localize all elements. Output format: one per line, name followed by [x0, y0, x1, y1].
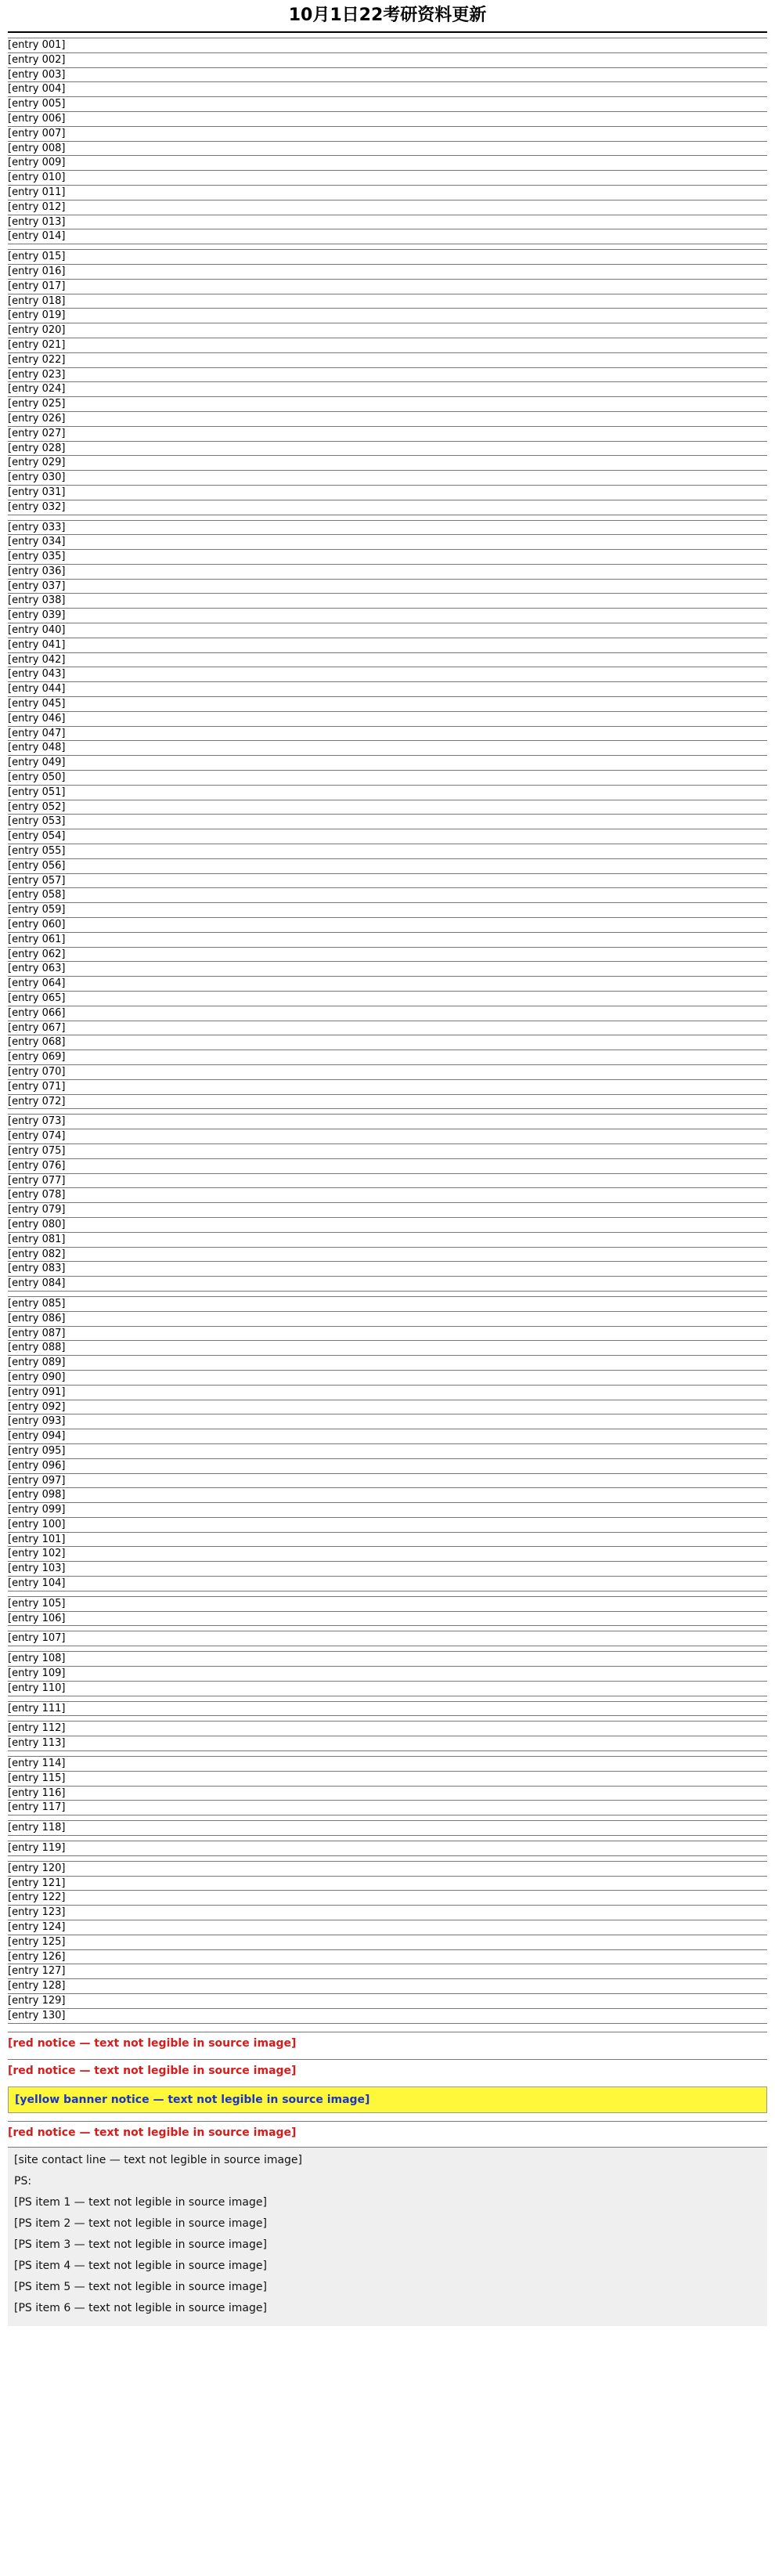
list-item: [entry 100] [8, 1518, 767, 1533]
list-item: [entry 122] [8, 1891, 767, 1906]
list-item: [entry 103] [8, 1562, 767, 1577]
list-item: [entry 050] [8, 771, 767, 786]
list-item: [entry 064] [8, 977, 767, 992]
list-item: [entry 110] [8, 1682, 767, 1696]
list-item: [entry 118] [8, 1821, 767, 1836]
list-item: [entry 014] [8, 229, 767, 244]
list-item: [entry 108] [8, 1652, 767, 1667]
list-item: [entry 061] [8, 933, 767, 948]
list-item: [entry 009] [8, 156, 767, 171]
list-item: [entry 075] [8, 1144, 767, 1159]
list-item: [entry 055] [8, 844, 767, 859]
listing-group [8, 1651, 767, 1696]
list-item: [entry 007] [8, 127, 767, 142]
listing-group [8, 1596, 767, 1627]
list-item: [entry 030] [8, 471, 767, 486]
list-item: [entry 035] [8, 550, 767, 565]
list-item: [entry 127] [8, 1964, 767, 1979]
list-item: [entry 112] [8, 1722, 767, 1736]
list-item: [entry 012] [8, 201, 767, 215]
notice-red-1: [red notice — text not legible in source image] [8, 2032, 767, 2051]
list-item: [entry 033] [8, 521, 767, 536]
resource-listing [8, 38, 767, 2024]
listing-group [8, 1701, 767, 1717]
list-item: [entry 044] [8, 682, 767, 697]
list-item: [entry 091] [8, 1386, 767, 1400]
list-item: [entry 040] [8, 623, 767, 638]
list-item: [entry 107] [8, 1631, 767, 1646]
list-item: [entry 090] [8, 1371, 767, 1386]
list-item: [entry 121] [8, 1877, 767, 1891]
list-item: [entry 008] [8, 142, 767, 157]
list-item: [entry 084] [8, 1277, 767, 1292]
list-item: [entry 023] [8, 368, 767, 383]
listing-group [8, 38, 767, 244]
list-item: [entry 005] [8, 97, 767, 112]
list-item: [entry 013] [8, 215, 767, 230]
list-item: [entry 017] [8, 280, 767, 294]
list-item: [entry 086] [8, 1312, 767, 1327]
list-item: [entry 109] [8, 1667, 767, 1682]
list-item: [entry 063] [8, 962, 767, 977]
list-item: [entry 038] [8, 594, 767, 609]
list-item: [entry 070] [8, 1065, 767, 1080]
ps-item-3: [PS item 3 — text not legible in source image] [14, 2238, 267, 2251]
ps-item-5: [PS item 5 — text not legible in source image] [14, 2280, 267, 2293]
list-item: [entry 052] [8, 800, 767, 815]
list-item: [entry 072] [8, 1095, 767, 1110]
list-item: [entry 087] [8, 1327, 767, 1342]
list-item: [entry 029] [8, 456, 767, 471]
list-item: [entry 074] [8, 1129, 767, 1144]
notice-red-2: [red notice — text not legible in source image] [8, 2059, 767, 2079]
list-item: [entry 069] [8, 1050, 767, 1065]
list-item: [entry 124] [8, 1920, 767, 1935]
list-item: [entry 098] [8, 1488, 767, 1503]
list-item: [entry 020] [8, 323, 767, 338]
list-item: [entry 089] [8, 1356, 767, 1371]
list-item: [entry 024] [8, 382, 767, 397]
list-item: [entry 096] [8, 1459, 767, 1474]
list-item: [entry 081] [8, 1233, 767, 1248]
ps-item-6: [PS item 6 — text not legible in source image] [14, 2301, 267, 2314]
ps-label: PS: [14, 2174, 32, 2188]
list-item: [entry 126] [8, 1950, 767, 1965]
list-item: [entry 032] [8, 500, 767, 515]
list-item: [entry 078] [8, 1188, 767, 1203]
listing-group [8, 1820, 767, 1836]
listing-group [8, 1756, 767, 1815]
list-item: [entry 027] [8, 427, 767, 442]
list-item: [entry 123] [8, 1906, 767, 1920]
list-item: [entry 113] [8, 1736, 767, 1751]
notice-red-3: [red notice — text not legible in source image] [8, 2121, 767, 2141]
list-item: [entry 065] [8, 992, 767, 1006]
list-item: [entry 006] [8, 112, 767, 127]
list-item: [entry 094] [8, 1429, 767, 1444]
list-item: [entry 071] [8, 1080, 767, 1095]
list-item: [entry 054] [8, 829, 767, 844]
list-item: [entry 021] [8, 338, 767, 353]
list-item: [entry 068] [8, 1035, 767, 1050]
ps-block [8, 2147, 767, 2326]
page-title: 10月1日22考研资料更新 [8, 0, 767, 33]
list-item: [entry 043] [8, 667, 767, 682]
list-item: [entry 102] [8, 1547, 767, 1562]
list-item: [entry 120] [8, 1862, 767, 1877]
list-item: [entry 056] [8, 859, 767, 874]
listing-group [8, 249, 767, 515]
list-item: [entry 031] [8, 486, 767, 500]
listing-group [8, 1841, 767, 1856]
notice-banner: [yellow banner notice — text not legible in source image] [8, 2086, 767, 2113]
list-item: [entry 092] [8, 1400, 767, 1415]
list-item: [entry 022] [8, 353, 767, 368]
list-item: [entry 095] [8, 1444, 767, 1459]
list-item: [entry 088] [8, 1341, 767, 1356]
list-item: [entry 116] [8, 1787, 767, 1801]
list-item: [entry 004] [8, 82, 767, 97]
list-item: [entry 057] [8, 874, 767, 889]
listing-group [8, 1114, 767, 1292]
list-item: [entry 001] [8, 38, 767, 53]
list-item: [entry 117] [8, 1801, 767, 1815]
list-item: [entry 059] [8, 903, 767, 918]
list-item: [entry 085] [8, 1297, 767, 1312]
list-item: [entry 060] [8, 918, 767, 933]
list-item: [entry 036] [8, 565, 767, 580]
list-item: [entry 016] [8, 265, 767, 280]
list-item: [entry 026] [8, 412, 767, 427]
list-item: [entry 034] [8, 535, 767, 550]
list-item: [entry 067] [8, 1021, 767, 1036]
list-item: [entry 049] [8, 756, 767, 771]
list-item: [entry 082] [8, 1248, 767, 1263]
list-item: [entry 028] [8, 442, 767, 457]
list-item: [entry 093] [8, 1414, 767, 1429]
ps-item-4: [PS item 4 — text not legible in source image] [14, 2259, 267, 2272]
site-line: [site contact line — text not legible in source image] [14, 2153, 303, 2166]
list-item: [entry 003] [8, 68, 767, 83]
list-item: [entry 115] [8, 1772, 767, 1787]
list-item: [entry 106] [8, 1612, 767, 1627]
list-item: [entry 039] [8, 609, 767, 623]
list-item: [entry 080] [8, 1218, 767, 1233]
list-item: [entry 048] [8, 741, 767, 756]
list-item: [entry 058] [8, 888, 767, 903]
list-item: [entry 041] [8, 638, 767, 653]
list-item: [entry 015] [8, 250, 767, 265]
list-item: [entry 053] [8, 815, 767, 829]
listing-group [8, 520, 767, 1110]
list-item: [entry 002] [8, 53, 767, 68]
list-item: [entry 019] [8, 309, 767, 323]
list-item: [entry 066] [8, 1006, 767, 1021]
list-item: [entry 119] [8, 1841, 767, 1856]
list-item: [entry 128] [8, 1979, 767, 1994]
list-item: [entry 018] [8, 294, 767, 309]
list-item: [entry 046] [8, 712, 767, 727]
list-item: [entry 076] [8, 1159, 767, 1174]
list-item: [entry 101] [8, 1533, 767, 1548]
listing-group [8, 1721, 767, 1751]
list-item: [entry 037] [8, 580, 767, 594]
list-item: [entry 130] [8, 2009, 767, 2024]
list-item: [entry 077] [8, 1174, 767, 1189]
list-item: [entry 047] [8, 727, 767, 742]
listing-group [8, 1296, 767, 1591]
list-item: [entry 111] [8, 1702, 767, 1717]
listing-group [8, 1861, 767, 2024]
list-item: [entry 104] [8, 1577, 767, 1591]
list-item: [entry 025] [8, 397, 767, 412]
ps-item-1: [PS item 1 — text not legible in source image] [14, 2195, 267, 2209]
list-item: [entry 062] [8, 948, 767, 963]
list-item: [entry 083] [8, 1262, 767, 1277]
list-item: [entry 125] [8, 1935, 767, 1950]
list-item: [entry 073] [8, 1115, 767, 1129]
list-item: [entry 011] [8, 186, 767, 201]
listing-group [8, 1631, 767, 1646]
list-item: [entry 051] [8, 786, 767, 800]
list-item: [entry 099] [8, 1503, 767, 1518]
list-item: [entry 105] [8, 1597, 767, 1612]
list-item: [entry 045] [8, 697, 767, 712]
ps-item-2: [PS item 2 — text not legible in source image] [14, 2217, 267, 2230]
list-item: [entry 042] [8, 653, 767, 668]
list-item: [entry 079] [8, 1203, 767, 1218]
list-item: [entry 010] [8, 171, 767, 186]
list-item: [entry 097] [8, 1474, 767, 1489]
list-item: [entry 114] [8, 1757, 767, 1772]
list-item: [entry 129] [8, 1994, 767, 2009]
